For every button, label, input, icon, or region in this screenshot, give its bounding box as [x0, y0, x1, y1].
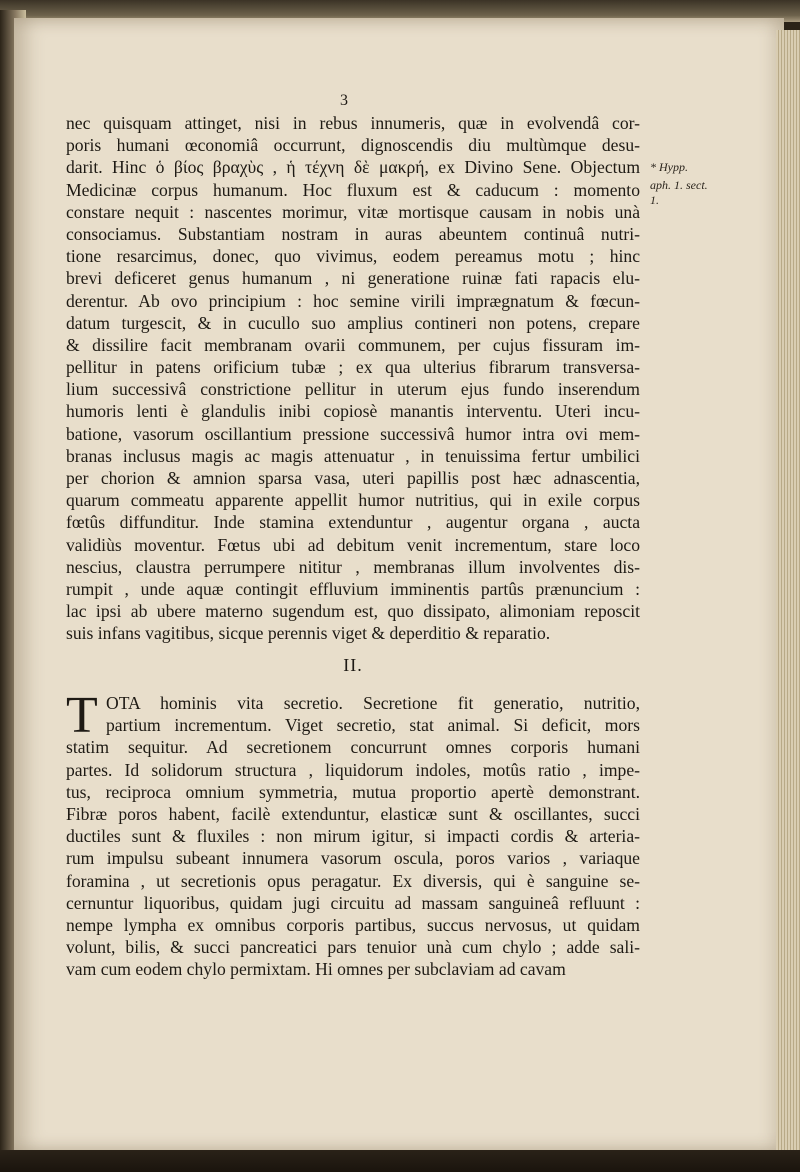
text-line: statim sequitur. Ad secretionem concurrunt omnes corporis humani [66, 737, 640, 758]
text-line: darit. Hinc ὁ βίος βραχὺς , ἡ τέχνη δὲ μακρή, ex Divino Sene. Objectum [66, 157, 640, 178]
section-heading: II. [343, 655, 363, 675]
text-line: branas inclusus magis ac magis attenuatur , in tenuissima fertur umbilici [66, 445, 640, 466]
text-line: humoris lenti è glandulis inibi copiosè manantis interventu. Uteri incu- [66, 401, 640, 422]
text-line: vam cum eodem chylo permixtam. Hi omnes per subclaviam ad cavam [66, 959, 566, 980]
text-line: batione, vasorum oscillantium pressione successivâ humor intra ovi mem- [66, 423, 640, 444]
text-line: & dissilire facit membranam ovarii communem, per cujus fissuram im- [66, 334, 640, 355]
margin-note-aphorism: aph. 1. sect. [650, 178, 708, 192]
text-line: pellitur in patens orificium tubæ ; ex qua ulterius fibrarum transversa- [66, 357, 640, 378]
text-line: lium successivâ constrictione pellitur in uterum ejus fundo inserendum [66, 379, 640, 400]
margin-note-reference: * Hypp. [650, 160, 688, 174]
text-line: brevi deficeret genus humanum , ni generatione ruinæ fati rapacis elu- [66, 268, 640, 289]
text-line: consociamus. Substantiam nostram in auras abeuntem continuâ nutri- [66, 223, 640, 244]
text-line: Fibræ poros habent, facilè extenduntur, elasticæ sunt & oscillantes, succi [66, 803, 640, 824]
text-line: volunt, bilis, & succi pancreatici pars tenuior unà cum chylo ; adde sali- [66, 937, 640, 958]
text-line: tione resarcimus, donec, quo vivimus, eodem pereamus motu ; hinc [66, 246, 640, 267]
text-line: derentur. Ab ovo principium : hoc semine virili imprægnatum & fœcun- [66, 290, 640, 311]
drop-cap-letter: T [66, 687, 98, 744]
text-line: nescius, claustra perrumpere nititur , membranas illum involventes dis- [66, 556, 640, 577]
text-line: per chorion & amnion sparsa vasa, uteri papillis post hæc adnascentia, [66, 468, 640, 488]
text-line: poris humani œconomiâ occurrunt, dignoscendis diu multùmque desu- [66, 135, 640, 156]
text-line: rum impulsu subeant innumera vasorum oscula, poros varios , variaque [66, 848, 640, 869]
paragraph-2 [66, 687, 640, 980]
book-binding-bottom [0, 1150, 800, 1172]
text-line: nec quisquam attinget, nisi in rebus innumeris, quæ in evolvendâ cor- [66, 113, 640, 133]
text-line: foramina , ut secretionis opus peragatur. Ex diversis, qui è sanguine se- [66, 870, 640, 891]
text-line: partes. Id solidorum structura , liquidorum indoles, motûs ratio , impe- [66, 759, 640, 780]
text-line: constare nequit : nascentes morimur, vitæ mortisque causam in nobis unà [66, 201, 640, 222]
page-number: 3 [340, 92, 348, 109]
text-line: Medicinæ corpus humanum. Hoc fluxum est & caducum : momento [66, 179, 640, 200]
text-line: datum turgescit, & in cucullo suo amplius contineri non potens, crepare [66, 312, 640, 333]
text-line: rumpit , unde aquæ contingit effluvium imminentis partûs prænuncium : [66, 578, 640, 599]
margin-note-number: 1. [650, 193, 659, 207]
text-line: suis infans vagitibus, sicque perennis viget & deperditio & reparatio. [66, 623, 551, 644]
text-line: validiùs moventur. Fœtus ubi ad debitum venit incrementum, stare loco [66, 534, 640, 555]
paragraph-1 [66, 112, 640, 645]
text-line: tus, reciproca omnium symmetria, mutua proportio apertè demonstrant. [66, 781, 640, 802]
text-line: cernuntur liquoribus, quidam jugi circuitu ad massam sanguineâ refluunt : [66, 892, 640, 913]
text-line: nempe lympha ex omnibus corporis partibus, succus nervosus, ut quidam [66, 914, 640, 935]
text-line: lac ipsi ab ubere materno sugendum est, quo dissipato, alimoniam reposcit [66, 601, 640, 622]
page-stack-edge [776, 30, 800, 1160]
text-line: partium incrementum. Viget secretio, stat animal. Si deficit, mors [106, 715, 640, 736]
text-line: quarum commeatu apparente appellit humor nutritius, qui in exile corpus [66, 490, 640, 511]
text-line: fœtûs diffunditur. Inde stamina extenduntur , augentur organa , aucta [66, 512, 640, 533]
text-line: OTA hominis vita secretio. Secretione fit generatio, nutritio, [106, 693, 640, 713]
text-line: ductiles sunt & fluxiles : non mirum igitur, si impacti cordis & arteria- [66, 826, 640, 847]
